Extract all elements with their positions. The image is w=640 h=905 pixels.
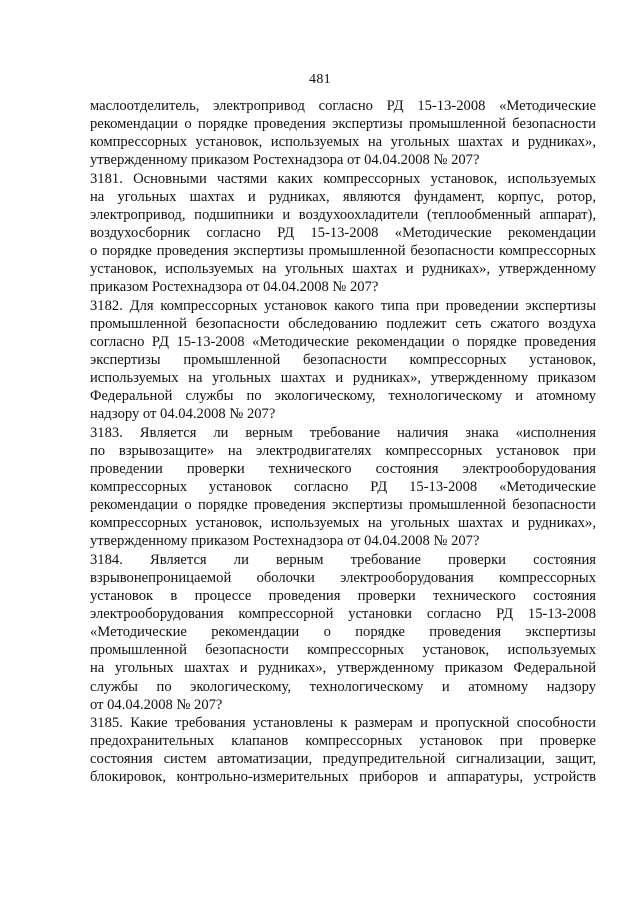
text-line: рекомендации о порядке проведения экспертизы промышленной безопасности <box>90 116 596 133</box>
text-line: компрессорных установок, используемых на угольных шахтах и рудниках», <box>90 515 596 532</box>
paragraph-q-3184 <box>90 551 596 714</box>
text-line: воздухосборник согласно РД 15-13-2008 «Методические рекомендации <box>90 224 596 241</box>
text-line: проведении проверки технического состояния электрооборудования <box>90 460 596 477</box>
text-line: на угольных шахтах и рудниках, являются фундамент, корпус, ротор, <box>90 188 596 205</box>
paragraph-q-3182 <box>90 297 596 424</box>
text-line: «Методические рекомендации о порядке проведения экспертизы <box>90 624 596 641</box>
text-line: экспертизы промышленной безопасности компрессорных установок, <box>90 351 596 368</box>
paragraph-q-3185 <box>90 714 596 787</box>
text-line: электропривод, подшипники и воздухоохладители (теплообменный аппарат), <box>90 206 596 223</box>
text-line: установок, используемых на угольных шахтах и рудниках», утвержденному <box>90 261 596 278</box>
text-line: утвержденному приказом Ростехнадзора от 04.04.2008 № 207? <box>90 152 480 169</box>
text-line: о порядке проведения экспертизы промышленной безопасности компрессорных <box>90 243 596 260</box>
text-line: установок в процессе проведения проверки технического состояния <box>90 587 596 604</box>
text-line: по взрывозащите» на электродвигателях компрессорных установок при <box>90 442 596 459</box>
text-line: надзору от 04.04.2008 № 207? <box>90 406 276 423</box>
paragraph-q-3183 <box>90 424 596 551</box>
page-number: 481 <box>309 72 331 87</box>
text-line: приказом Ростехнадзора от 04.04.2008 № 207? <box>90 279 379 296</box>
text-line: промышленной безопасности компрессорных установок, используемых <box>90 642 596 659</box>
text-line: утвержденному приказом Ростехнадзора от 04.04.2008 № 207? <box>90 533 480 550</box>
text-line: 3183. Является ли верным требование наличия знака «исполнения <box>90 424 596 441</box>
text-line: 3184. Является ли верным требование проверки состояния <box>90 551 596 568</box>
text-line: 3182. Для компрессорных установок какого типа при проведении экспертизы <box>90 297 596 314</box>
text-line: компрессорных установок, используемых на угольных шахтах и рудниках», <box>90 134 596 151</box>
text-line: используемых на угольных шахтах и рудниках», утвержденному приказом <box>90 370 596 387</box>
text-line: от 04.04.2008 № 207? <box>90 696 223 713</box>
text-line: 3185. Какие требования установлены к размерам и пропускной способности <box>90 714 596 731</box>
paragraph-p-cont <box>90 97 596 170</box>
text-line: блокировок, контрольно-измерительных приборов и аппаратуры, устройств <box>90 769 596 786</box>
text-line: Федеральной службы по экологическому, технологическому и атомному <box>90 388 596 405</box>
text-line: службы по экологическому, технологическому и атомному надзору <box>90 678 596 695</box>
text-line: предохранительных клапанов компрессорных установок при проверке <box>90 732 596 749</box>
text-line: 3181. Основными частями каких компрессорных установок, используемых <box>90 170 596 187</box>
paragraph-q-3181 <box>90 170 596 297</box>
text-line: электрооборудования компрессорной установки согласно РД 15-13-2008 <box>90 605 596 622</box>
text-line: на угольных шахтах и рудниках», утвержденному приказом Федеральной <box>90 660 596 677</box>
text-line: состояния систем автоматизации, предупредительной сигнализации, защит, <box>90 751 596 768</box>
text-line: промышленной безопасности обследованию подлежит сеть сжатого воздуха <box>90 315 596 332</box>
text-line: компрессорных установок согласно РД 15-13-2008 «Методические <box>90 478 596 495</box>
text-line: согласно РД 15-13-2008 «Методические рекомендации о порядке проведения <box>90 333 596 350</box>
document-body <box>90 97 596 786</box>
text-line: рекомендации о порядке проведения экспертизы промышленной безопасности <box>90 497 596 514</box>
text-line: маслоотделитель, электропривод согласно РД 15-13-2008 «Методические <box>90 98 596 114</box>
text-line: взрывонепроницаемой оболочки электрооборудования компрессорных <box>90 569 596 586</box>
